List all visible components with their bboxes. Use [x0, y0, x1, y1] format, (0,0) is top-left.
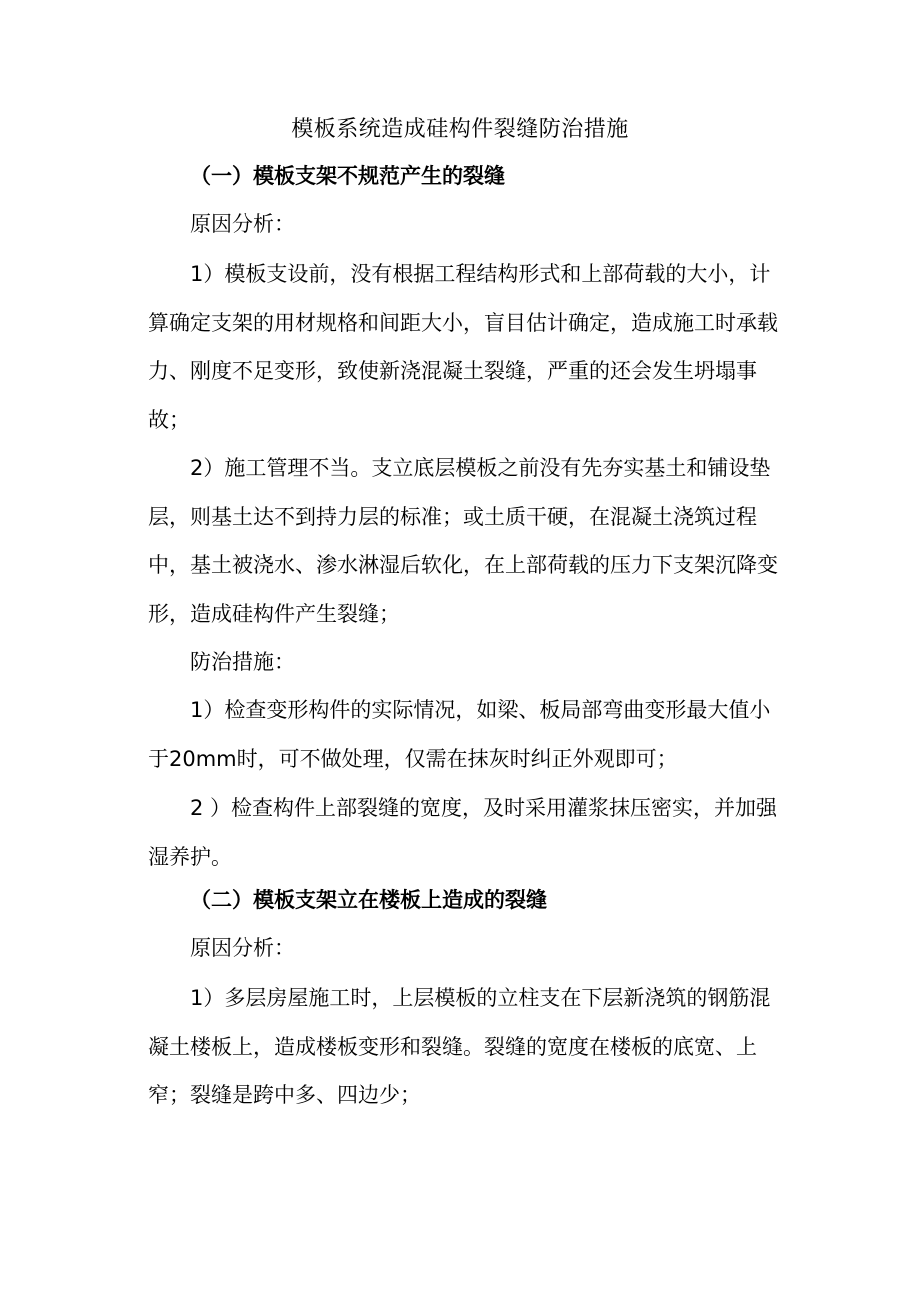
section-2-heading: （二）模板支架立在楼板上造成的裂缝 — [190, 888, 547, 912]
section-1-heading: （一）模板支架不规范产生的裂缝 — [190, 164, 505, 188]
paragraph: 1）模板支设前，没有根据工程结构形式和上部荷载的大小，计算确定支架的用材规格和间距大小，盲目估计确定，造成施工时承载力、刚度不足变形，致使新浇混凝土裂缝，严重的还会发生坍塌事故； — [148, 262, 778, 432]
paragraph: 2 ）检查构件上部裂缝的宽度，及时采用灌浆抹压密实，并加强湿养护。 — [148, 796, 778, 869]
paragraph: 2）施工管理不当。支立底层模板之前没有先夯实基土和铺设垫层，则基土达不到持力层的标准；或土质干硬，在混凝土浇筑过程中，基土被浇水、渗水淋湿后软化，在上部荷载的压力下支架沉降变形，造成硅构件产生裂缝； — [148, 456, 778, 626]
section-1-measure-1 — [148, 686, 788, 783]
document-title: 模板系统造成硅构件裂缝防治措施 — [291, 117, 629, 142]
paragraph: 1）多层房屋施工时，上层模板的立柱支在下层新浇筑的钢筋混凝土楼板上，造成楼板变形和裂缝。裂缝的宽度在楼板的底宽、上窄；裂缝是跨中多、四边少； — [148, 986, 771, 1107]
section-1-cause-label: 原因分析： — [190, 212, 295, 236]
section-1-measure-label: 防治措施： — [190, 650, 295, 674]
section-1-cause-2 — [148, 444, 788, 638]
section-2-cause-1 — [148, 974, 788, 1120]
paragraph: 1）检查变形构件的实际情况，如梁、板局部弯曲变形最大值小于20mm时，可不做处理，仅需在抹灰时纠正外观即可； — [148, 698, 771, 771]
section-1-measure-2 — [148, 784, 788, 881]
section-1-cause-1 — [148, 250, 788, 444]
section-2-cause-label: 原因分析： — [190, 936, 295, 960]
